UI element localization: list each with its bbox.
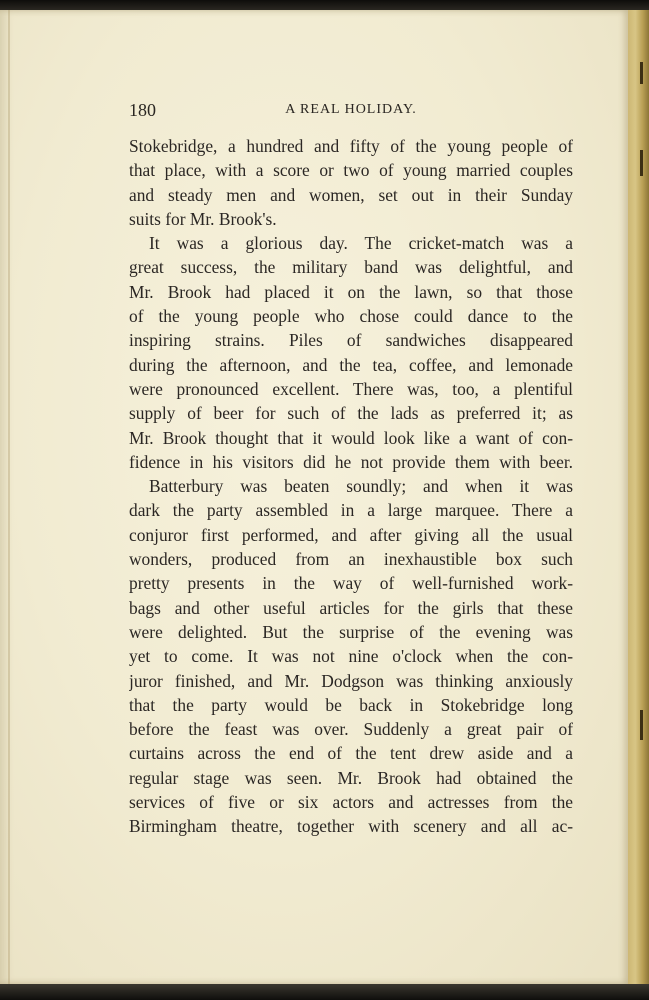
text-line: of the young people who chose could dance to the — [129, 306, 573, 327]
paragraph — [129, 231, 573, 474]
text-line: were pronounced excellent. There was, too, a plentiful — [129, 378, 573, 399]
text-line: Mr. Brook had placed it on the lawn, so that those — [129, 281, 573, 302]
edge-mark — [640, 150, 643, 176]
text-line: yet to come. It was not nine o'clock when the con- — [129, 646, 573, 667]
scan-border-bottom — [0, 984, 649, 1000]
text-line: pretty presents in the way of well-furnished work- — [129, 573, 573, 594]
paragraph — [129, 134, 573, 231]
text-line: conjuror first performed, and after giving all the usual — [129, 524, 573, 545]
edge-mark — [640, 710, 643, 740]
text-line: regular stage was seen. Mr. Brook had obtained the — [129, 767, 573, 788]
text-line: and steady men and women, set out in their Sunday — [129, 184, 573, 205]
text-line: juror finished, and Mr. Dodgson was thinking anxiously — [129, 670, 573, 691]
text-line: great success, the military band was delightful, and — [129, 257, 573, 278]
running-head: A REAL HOLIDAY. — [285, 102, 417, 117]
page-number: 180 — [129, 100, 156, 120]
edge-mark — [640, 62, 643, 84]
text-line: during the afternoon, and the tea, coffee, and lemonade — [129, 354, 573, 375]
text-line: fidence in his visitors did he not provide them with beer. — [129, 451, 573, 472]
text-line: Mr. Brook thought that it would look like a want of con- — [129, 427, 573, 448]
text-line: suits for Mr. Brook's. — [129, 208, 277, 229]
text-line: curtains across the end of the tent drew aside and a — [129, 743, 573, 764]
text-line: Batterbury was beaten soundly; and when it was — [149, 476, 573, 497]
text-line: before the feast was over. Suddenly a great pair of — [129, 719, 573, 740]
text-line: dark the party assembled in a large marquee. There a — [129, 500, 573, 521]
text-line: supply of beer for such of the lads as preferred it; as — [129, 403, 573, 424]
text-line: Birmingham theatre, together with scenery and all ac- — [129, 816, 573, 837]
body-text — [129, 134, 573, 839]
text-line: inspiring strains. Piles of sandwiches disappeared — [129, 330, 573, 351]
text-line: wonders, produced from an inexhaustible box such — [129, 549, 573, 570]
text-line: Stokebridge, a hundred and fifty of the young people of — [129, 136, 573, 156]
text-line: bags and other useful articles for the girls that these — [129, 597, 573, 618]
book-edge — [628, 10, 649, 984]
scan-border-top — [0, 0, 649, 10]
page-header — [129, 100, 573, 122]
text-line: that the party would be back in Stokebridge long — [129, 694, 573, 715]
text-line: that place, with a score or two of young married couples — [129, 160, 573, 181]
gutter-shadow — [8, 10, 10, 984]
text-line: services of five or six actors and actresses from the — [129, 792, 573, 813]
text-line: It was a glorious day. The cricket-match was a — [149, 233, 573, 254]
text-line: were delighted. But the surprise of the evening was — [129, 621, 573, 642]
paragraph — [129, 474, 573, 838]
